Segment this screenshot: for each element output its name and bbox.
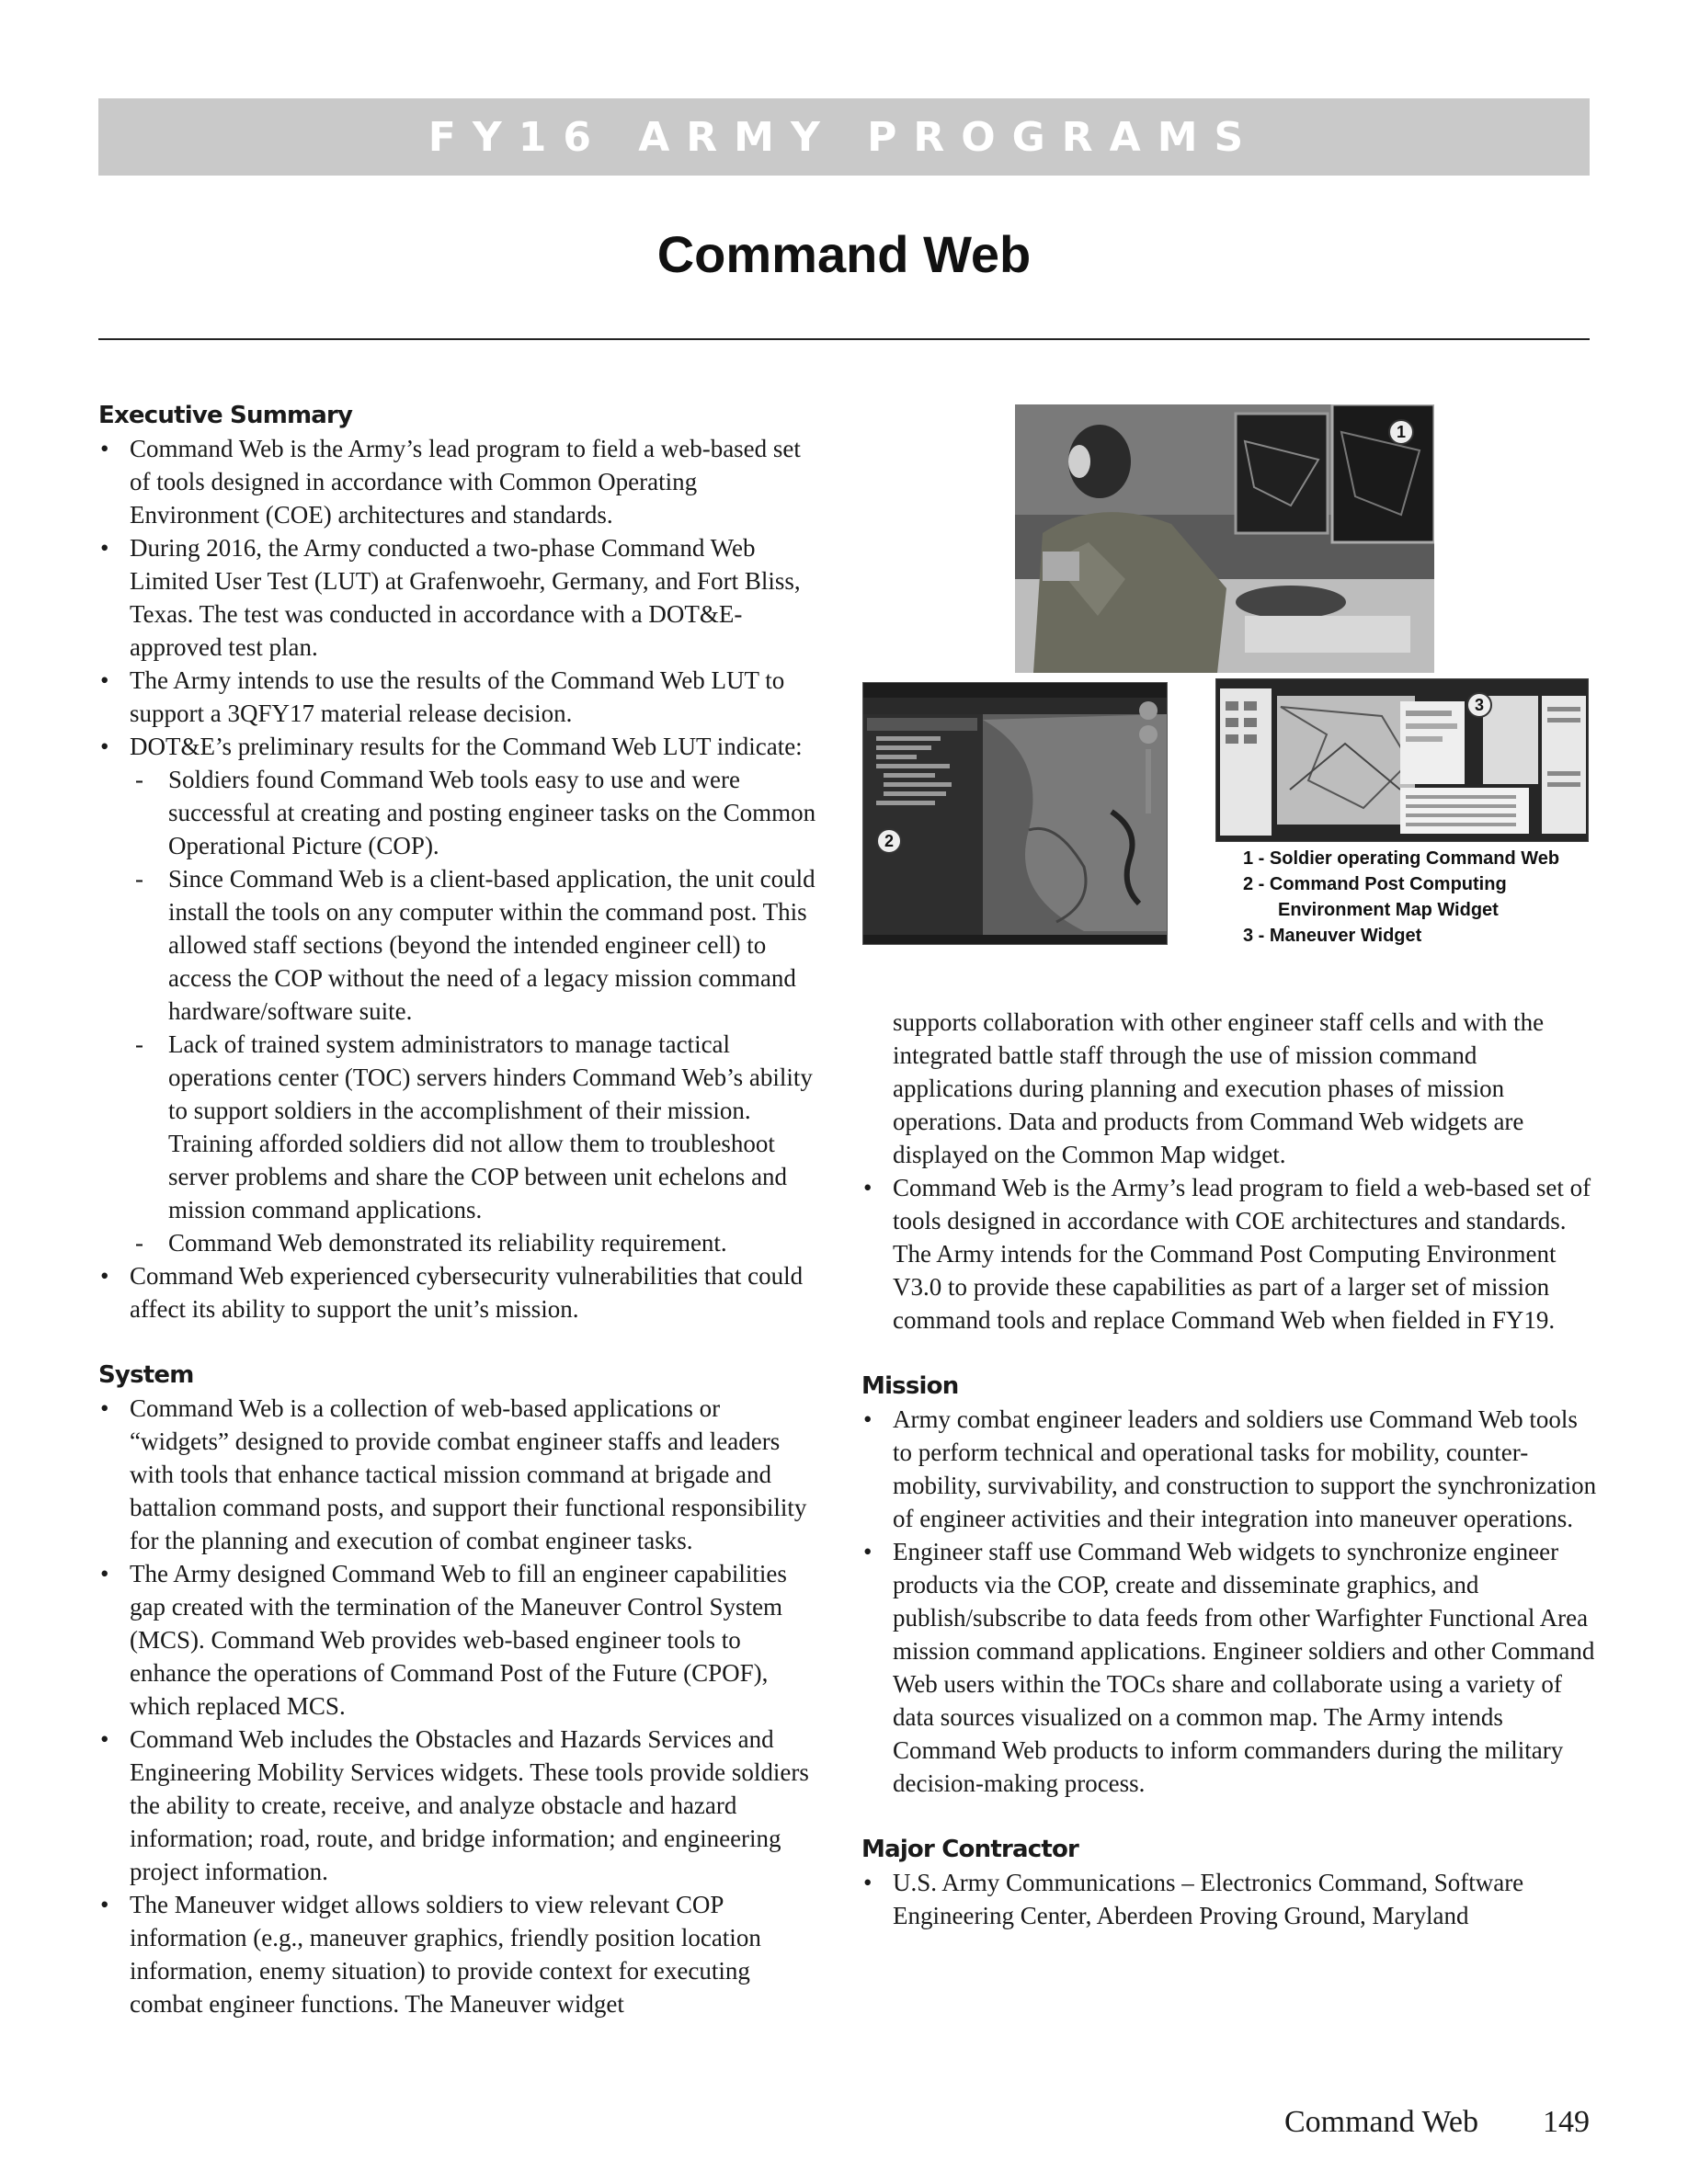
figure-badge-2: 2 (876, 828, 902, 854)
sub-list-item: - Command Web demonstrated its reliability requirement. (98, 1226, 825, 1259)
legend-item: 3 - Maneuver Widget (1243, 926, 1422, 946)
list-item (98, 730, 825, 1259)
list-item: • Command Web includes the Obstacles and Hazards Services and Engineering Mobility Services widgets. These tools provide soldiers the ability to create, receive, and analyze obstacle and hazard information; road, route, and bridge information; and engineering project information. (98, 1723, 825, 1888)
soldier-photo (1015, 404, 1434, 673)
header-banner (98, 98, 1590, 176)
list-item: • The Army intends to use the results of the Command Web LUT to support a 3QFY17 material release decision. (98, 664, 825, 730)
legend-item: Environment Map Widget (1278, 900, 1499, 920)
page-number: 149 (1543, 2105, 1590, 2139)
list-item: • The Army designed Command Web to fill an engineer capabilities gap created with the termination of the Maneuver Control System (MCS). Command Web provides web-based engineer tools to enhance the operations of Command Post of the Future (CPOF), which replaced MCS. (98, 1557, 825, 1723)
list-item: • Command Web is the Army’s lead program to field a web-based set of tools designed in accordance with Common Operating Environment (COE) architectures and standards. (98, 432, 825, 531)
list-item: • The Maneuver widget allows soldiers to view relevant COP information (e.g., maneuver graphics, friendly position location information, enemy situation) to provide context for executing combat engineer functions. The Maneuver widget (98, 1888, 825, 2020)
legend-item: 1 - Soldier operating Command Web (1243, 848, 1560, 869)
maneuver-widget-screenshot (1215, 678, 1589, 842)
list-item: • Command Web experienced cybersecurity vulnerabilities that could affect its ability to support the unit’s mission. (98, 1259, 825, 1325)
list-item: • Engineer staff use Command Web widgets to synchronize engineer products via the COP, create and disseminate graphics, and publish/subscribe to data feeds from other Warfighter Functional Area mission command applications. Engineer soldiers and other Command Web users within the TOCs share and collaborate using a variety of data sources visualized on a common map. The Army intends Command Web products to inform commanders during the military decision-making process. (861, 1535, 1597, 1800)
list-item-text: DOT&E’s preliminary results for the Command Web LUT indicate: (130, 733, 803, 760)
map-widget-illustration (863, 683, 1168, 945)
findings-sublist (98, 763, 825, 1259)
figure-badge-3: 3 (1466, 692, 1492, 718)
system-continuation: supports collaboration with other engineer staff cells and with the integrated battle staff through the use of mission command applications during planning and execution phases of mission operations. Data and products from Command Web widgets are displayed on the Common Map widget. (893, 1008, 1545, 1168)
section-heading-system: System (98, 1361, 194, 1389)
footer-label: Command Web (1283, 2105, 1478, 2139)
map-widget-screenshot (862, 682, 1168, 945)
section-heading-mission: Mission (861, 1372, 959, 1400)
banner-text: FY16 ARMY PROGRAMS (428, 113, 1260, 161)
contractor-list (861, 1866, 1597, 1932)
mission-list (861, 1403, 1597, 1800)
section-heading-executive-summary: Executive Summary (98, 402, 353, 429)
list-item: • U.S. Army Communications – Electronics Command, Software Engineering Center, Aberdeen Proving Ground, Maryland (861, 1866, 1597, 1932)
left-column (98, 399, 825, 2020)
figure-badge-1: 1 (1388, 419, 1414, 445)
soldier-photo-illustration (1015, 404, 1434, 673)
list-item: • Command Web is the Army’s lead program to field a web-based set of tools designed in accordance with COE architectures and standards. The Army intends for the Command Post Computing Environment V3.0 to provide these capabilities as part of a larger set of mission command tools and replace Command Web when fielded in FY19. (861, 1171, 1597, 1337)
page-footer (1284, 2105, 1590, 2140)
page-title: Command Web (656, 225, 1032, 283)
list-item: • Army combat engineer leaders and soldiers use Command Web tools to perform technical and operational tasks for mobility, counter-mobility, survivability, and construction to support the synchronization of engineer activities and their integration into maneuver operations. (861, 1403, 1597, 1535)
maneuver-widget-illustration (1216, 679, 1589, 842)
sub-list-item: - Since Command Web is a client-based application, the unit could install the tools on any computer within the command post. This allowed staff sections (beyond the intended engineer cell) to access the COP without the need of a legacy mission command hardware/software suite. (98, 862, 825, 1028)
system-list (98, 1392, 825, 2020)
right-column (861, 1006, 1597, 1932)
list-item: • Command Web is a collection of web-based applications or “widgets” designed to provide combat engineer staffs and leaders with tools that enhance tactical mission command at brigade and battalion command posts, and support their functional responsibility for the planning and execution of combat engineer tasks. (98, 1392, 825, 1557)
title-divider (98, 338, 1590, 340)
legend-item: 2 - Command Post Computing (1243, 874, 1507, 894)
section-heading-major-contractor: Major Contractor (861, 1836, 1079, 1863)
sub-list-item: - Soldiers found Command Web tools easy to use and were successful at creating and posting engineer tasks on the Common Operational Picture (COP). (98, 763, 825, 862)
list-item: • During 2016, the Army conducted a two-phase Command Web Limited User Test (LUT) at Grafenwoehr, Germany, and Fort Bliss, Texas. The test was conducted in accordance with a DOT&E-approved test plan. (98, 531, 825, 664)
sub-list-item: - Lack of trained system administrators to manage tactical operations center (TOC) servers hinders Command Web’s ability to support soldiers in the accomplishment of their mission. Training afforded soldiers did not allow them to troubleshoot server problems and share the COP between unit echelons and mission command applications. (98, 1028, 825, 1226)
figure-legend (1243, 846, 1592, 949)
system-list-continued (861, 1171, 1597, 1337)
executive-summary-list (98, 432, 825, 1325)
